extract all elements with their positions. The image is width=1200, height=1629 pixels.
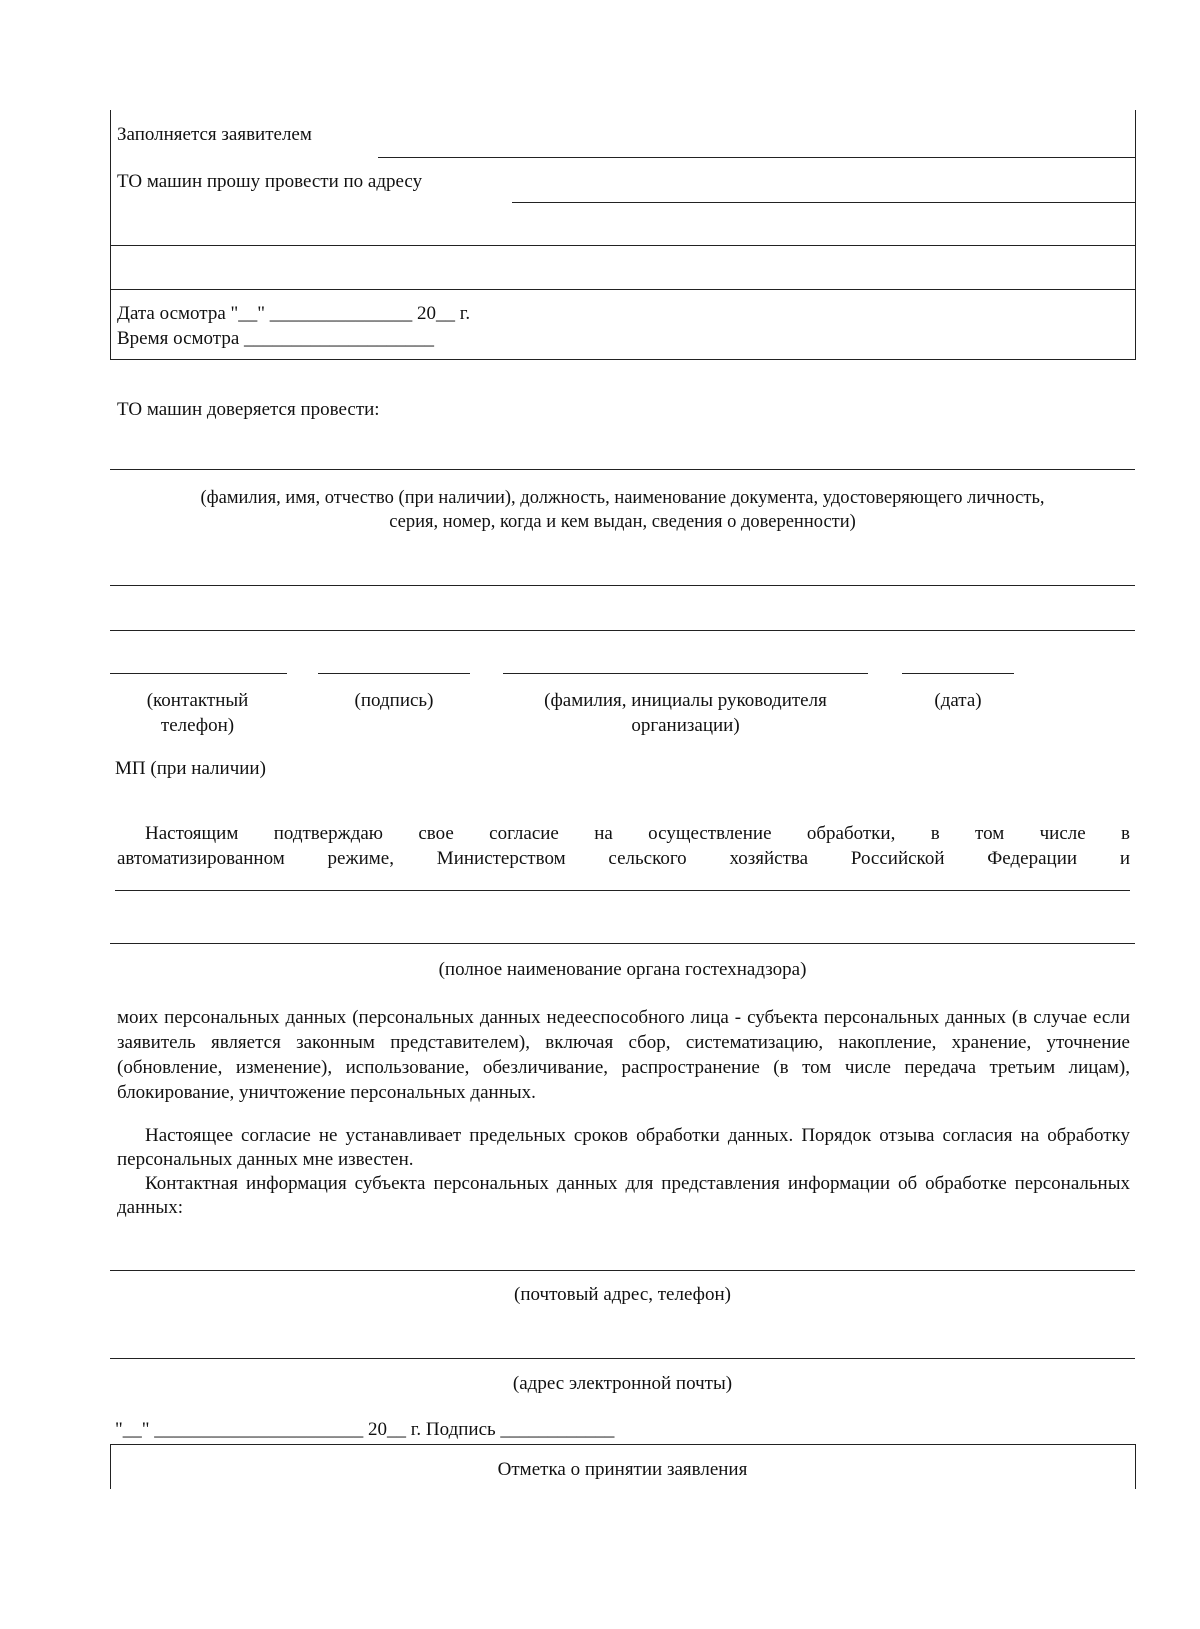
- postal-caption: (почтовый адрес, телефон): [514, 1284, 731, 1305]
- inspection-time: Время осмотра ____________________: [117, 328, 435, 349]
- address-line-1: [512, 202, 1135, 203]
- acceptance-title: Отметка о принятии заявления: [497, 1459, 748, 1480]
- head-caption: [503, 689, 868, 738]
- signature-caption: (подпись): [354, 690, 434, 711]
- postal-line: [110, 1270, 1135, 1271]
- consent-sign-line: "__" ______________________ 20__ г. Подпись ____________: [115, 1419, 615, 1440]
- inspection-date: Дата осмотра "__" _______________ 20__ г.: [117, 303, 471, 324]
- signature-line: [318, 673, 470, 674]
- organ-line-1: [115, 890, 1130, 891]
- trust-name-line: [110, 469, 1135, 470]
- trust-line-2: [110, 585, 1135, 586]
- head-caption-2: организации): [631, 714, 740, 736]
- date-line: [902, 673, 1014, 674]
- head-caption-1: (фамилия, инициалы руководителя: [544, 690, 827, 711]
- trust-line-3: [110, 630, 1135, 631]
- filled-by-underline: [378, 157, 1135, 158]
- trust-caption-2: серия, номер, когда и кем выдан, сведения о доверенности): [389, 512, 856, 532]
- address-request-label: ТО машин прошу провести по адресу: [117, 171, 423, 192]
- consent-line-1: Настоящим подтверждаю свое согласие на осуществление обработки, в том числе в: [145, 823, 1130, 844]
- trust-heading: ТО машин доверяется провести:: [117, 399, 380, 420]
- address-line-2: [110, 245, 1135, 246]
- consent-paragraph-1: моих персональных данных (персональных данных недееспособного лица - субъекта персональных данных (в случае если заявитель является законным представителем), включая сбор, систематизацию, накопление, хранение, уточнение (обновление, изменение), использование, обезличивание, распространение (в том числе передача третьим лицам), блокирование, уничтожение персональных данных.: [117, 1007, 1130, 1103]
- consent-paragraph-3: Контактная информация субъекта персональных данных для представления информации об обработке персональных данных:: [117, 1173, 1130, 1218]
- trust-caption-1: (фамилия, имя, отчество (при наличии), должность, наименование документа, удостоверяющего личность,: [200, 488, 1045, 508]
- filled-by-label: Заполняется заявителем: [117, 124, 312, 145]
- phone-line: [110, 673, 287, 674]
- head-name-line: [503, 673, 868, 674]
- organ-line-2: [110, 943, 1135, 944]
- address-line-3: [110, 289, 1135, 290]
- phone-caption-2: телефон): [160, 714, 235, 736]
- email-caption: (адрес электронной почты): [512, 1373, 733, 1394]
- phone-caption: [105, 689, 290, 738]
- consent-line-2: автоматизированном режиме, Министерством сельского хозяйства Российской Федерации и: [117, 848, 1130, 869]
- phone-caption-1: (контактный: [146, 690, 249, 711]
- stamp-label: МП (при наличии): [115, 758, 266, 779]
- date-caption: (дата): [934, 690, 982, 711]
- email-line: [110, 1358, 1135, 1359]
- organ-caption: (полное наименование органа гостехнадзора): [438, 959, 807, 980]
- consent-paragraph-2: Настоящее согласие не устанавливает предельных сроков обработки данных. Порядок отзыва согласия на обработку персональных данных мне известен.: [117, 1125, 1130, 1170]
